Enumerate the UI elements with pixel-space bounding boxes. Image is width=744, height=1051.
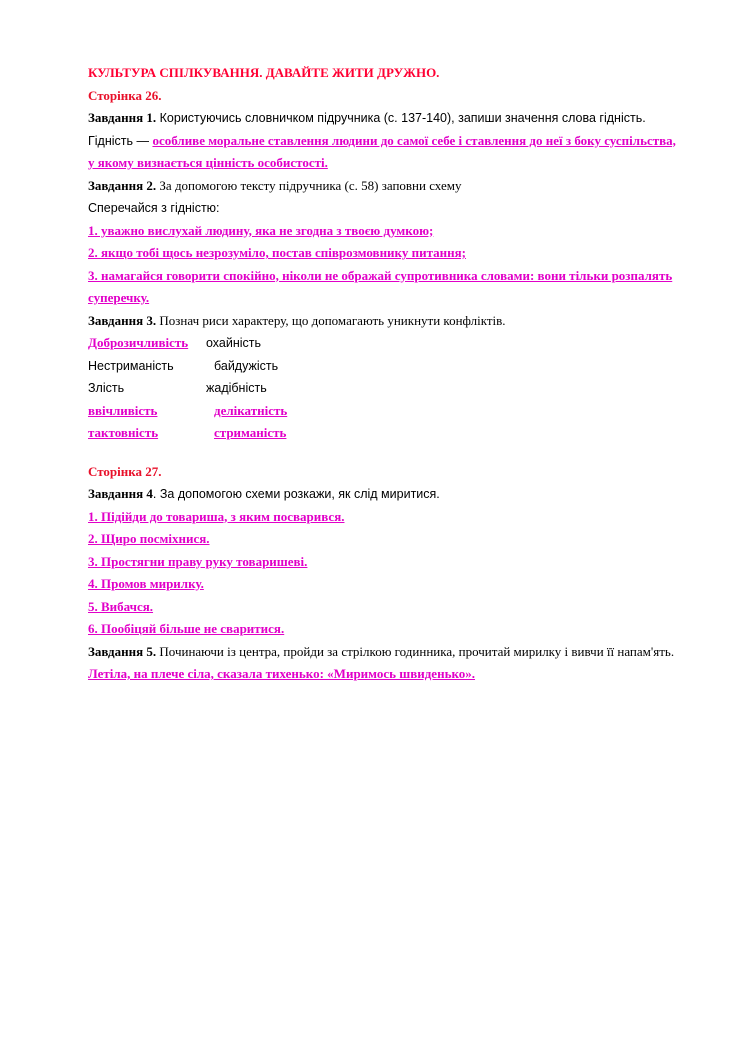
task4-step-5 — [88, 596, 708, 619]
task4-step-3 — [88, 551, 708, 574]
trait-right: делікатність — [214, 402, 288, 418]
trait-left: Злість — [88, 381, 125, 395]
task4-step-2 — [88, 528, 708, 551]
trait-right: жадібність — [206, 381, 267, 395]
task1-text: Користуючись словничком підручника (с. 137-140), запиши значення слова гідність. — [156, 111, 646, 125]
page26-heading: Сторінка 26. — [88, 87, 162, 103]
traits-row-4 — [88, 400, 708, 423]
document-title: КУЛЬТУРА СПІЛКУВАННЯ. ДАВАЙТЕ ЖИТИ ДРУЖНО. — [88, 65, 440, 80]
definition-answer-line1: особливе моральне ставлення людини до самої себе і ставлення до неї з боку суспільства, — [152, 132, 676, 148]
trait-right: байдужість — [214, 358, 279, 373]
task2-answer-2 — [88, 242, 708, 265]
task2-answer-3-cont — [88, 287, 708, 310]
trait-left: Нестриманість — [88, 358, 174, 373]
task2-answer-text: 3. намагайся говорити спокійно, ніколи не ображай супротивника словами: вони тільки розпалять — [88, 267, 673, 283]
task3-text: Познач риси характеру, що допомагають уникнути конфліктів. — [156, 312, 506, 328]
page27-heading: Сторінка 27. — [88, 463, 162, 479]
task4-step-6 — [88, 618, 708, 641]
step-text: 1. Підійди до товариша, з яким посварився. — [88, 508, 345, 524]
step-text: 6. Пообіцяй більше не сваритися. — [88, 621, 285, 636]
traits-row-3 — [88, 377, 708, 400]
task4-label: Завдання 4 — [88, 486, 153, 501]
task2-text: За допомогою тексту підручника (с. 58) заповни схему — [156, 177, 462, 193]
step-text: 3. Простягни праву руку товаришеві. — [88, 553, 308, 569]
task3-instruction — [88, 310, 708, 333]
task1-definition-cont — [88, 152, 708, 175]
task3-label: Завдання 3. — [88, 312, 157, 328]
task5-text: Починаючи із центра, пройди за стрілкою годинника, прочитай мирилку і вивчи її напам'ять. — [156, 643, 675, 659]
traits-row-5 — [88, 422, 708, 445]
task5-label: Завдання 5. — [88, 643, 157, 659]
task2-label: Завдання 2. — [88, 177, 157, 193]
task2-answer-text: 1. уважно вислухай людину, яка не згодна з твоєю думкою; — [88, 222, 434, 238]
definition-prefix: Гідність — — [88, 133, 153, 148]
step-text: 4. Промов мирилку. — [88, 576, 204, 591]
section-gap — [88, 445, 708, 461]
task4-instruction — [88, 483, 708, 506]
task2-answer-3 — [88, 265, 708, 288]
task2-answer-text: суперечку. — [88, 290, 150, 305]
rhyme-text: Летіла, на плече сіла, сказала тихенько: «Миримось швиденько». — [88, 666, 476, 681]
trait-right: охайність — [206, 336, 262, 350]
traits-row-2 — [88, 355, 708, 378]
task1-definition — [88, 130, 708, 153]
trait-left: Доброзичливість — [88, 335, 189, 350]
task4-text: . За допомогою схеми розкажи, як слід миритися. — [152, 487, 440, 501]
document-page — [88, 62, 708, 686]
task2-subtitle: Сперечайся з гідністю: — [88, 201, 220, 215]
step-text: 2. Щиро посміхнися. — [88, 531, 210, 546]
task4-step-1 — [88, 506, 708, 529]
task5-instruction — [88, 641, 708, 664]
task2-answer-1 — [88, 220, 708, 243]
step-text: 5. Вибачся. — [88, 598, 154, 614]
task2-answer-text: 2. якщо тобі щось незрозуміло, постав співрозмовнику питання; — [88, 245, 466, 260]
traits-row-1 — [88, 332, 708, 355]
task1-label: Завдання 1. — [88, 110, 157, 125]
trait-left: ввічливість — [88, 402, 158, 418]
trait-right: стриманість — [214, 425, 287, 440]
task1-instruction — [88, 107, 708, 130]
task2-instruction — [88, 175, 708, 198]
definition-answer-line2: у якому визнається цінність особистості. — [88, 155, 328, 170]
task5-answer — [88, 663, 708, 686]
trait-left: тактовність — [88, 425, 159, 440]
task4-step-4 — [88, 573, 708, 596]
